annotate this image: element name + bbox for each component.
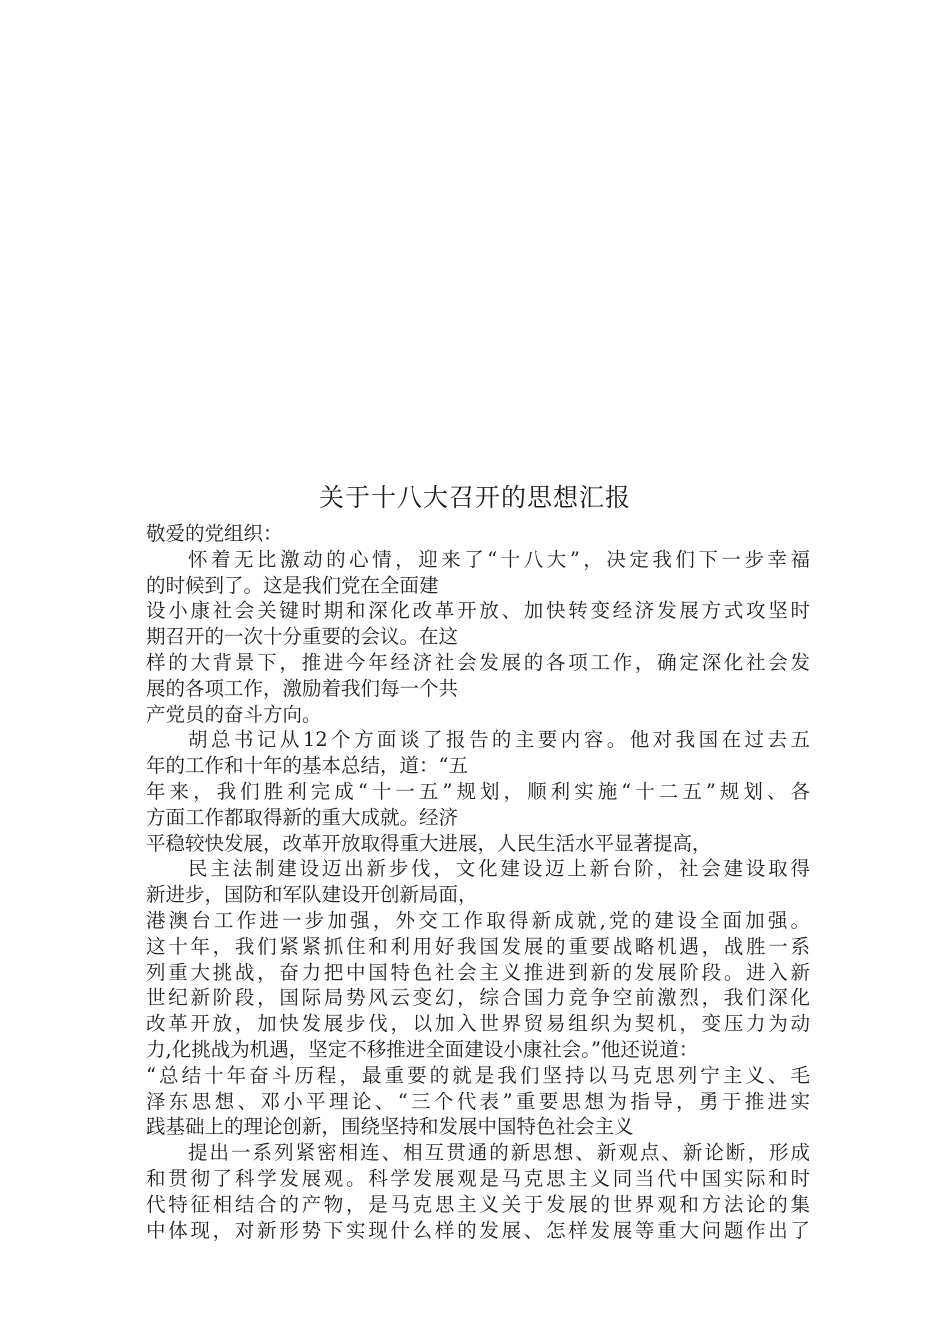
paragraph-line: 民主法制建设迈出新步伐，文化建设迈上新台阶，社会建设取得 [188,857,810,881]
paragraph-line: 胡总书记从12个方面谈了报告的主要内容。他对我国在过去五 [188,728,810,752]
paragraph-line: 践基础上的理论创新，围绕坚持和发展中国特色社会主义 [146,1115,634,1139]
paragraph-line: 的时候到了。这是我们党在全面建 [146,573,439,597]
paragraph-line: 列重大挑战，奋力把中国特色社会主义推进到新的发展阶段。进入新 [146,960,810,984]
paragraph-line: 这十年，我们紧紧抓住和利用好我国发展的重要战略机遇，战胜一系 [146,934,810,958]
paragraph-line: 年的工作和十年的基本总结，道：“五 [146,754,468,778]
paragraph-line: 世纪新阶段，国际局势风云变幻，综合国力竞争空前激烈，我们深化 [146,986,810,1010]
paragraph-line: 方面工作都取得新的重大成就。经济 [146,805,459,829]
paragraph-line: 期召开的一次十分重要的会议。在这 [146,625,459,649]
salutation-line: 敬爱的党组织： [146,522,283,545]
paragraph-line: 展的各项工作，激励着我们每一个共 [146,676,459,700]
document-title: 关于十八大召开的思想汇报 [318,483,631,512]
paragraph-line: 中体现，对新形势下实现什么样的发展、怎样发展等重大问题作出了 [146,1218,810,1242]
paragraph-line: 泽东思想、邓小平理论、“三个代表”重要思想为指导，勇于推进实 [146,1089,810,1113]
paragraph-line: “总结十年奋斗历程，最重要的就是我们坚持以马克思列宁主义、毛 [146,1063,810,1087]
paragraph-line: 力,化挑战为机遇，坚定不移推进全面建设小康社会。”他还说道： [146,1037,699,1061]
paragraph-line: 和贯彻了科学发展观。科学发展观是马克思主义同当代中国实际和时 [146,1166,810,1190]
paragraph-line: 改革开放，加快发展步伐，以加入世界贸易组织为契机，变压力为动 [146,1012,810,1036]
paragraph-line: 年来，我们胜利完成“十一五”规划，顺利实施“十二五”规划、各 [146,779,810,803]
paragraph-line: 产党员的奋斗方向。 [146,702,322,726]
paragraph-line: 港澳台工作进一步加强，外交工作取得新成就,党的建设全面加强。 [146,908,810,932]
paragraph-line: 设小康社会关键时期和深化改革开放、加快转变经济发展方式攻坚时 [146,599,810,623]
paragraph-line: 怀着无比激动的心情，迎来了“十八大”，决定我们下一步幸福 [188,547,810,571]
paragraph-line: 平稳较快发展，改革开放取得重大进展，人民生活水平显著提高， [146,831,712,855]
paragraph-line: 代特征相结合的产物，是马克思主义关于发展的世界观和方法论的集 [146,1192,810,1216]
paragraph-line: 提出一系列紧密相连、相互贯通的新思想、新观点、新论断，形成 [188,1141,810,1165]
paragraph-line: 样的大背景下，推进今年经济社会发展的各项工作，确定深化社会发 [146,650,810,674]
document-body [146,521,810,1243]
paragraph-line: 新进步，国防和军队建设开创新局面， [146,883,478,907]
